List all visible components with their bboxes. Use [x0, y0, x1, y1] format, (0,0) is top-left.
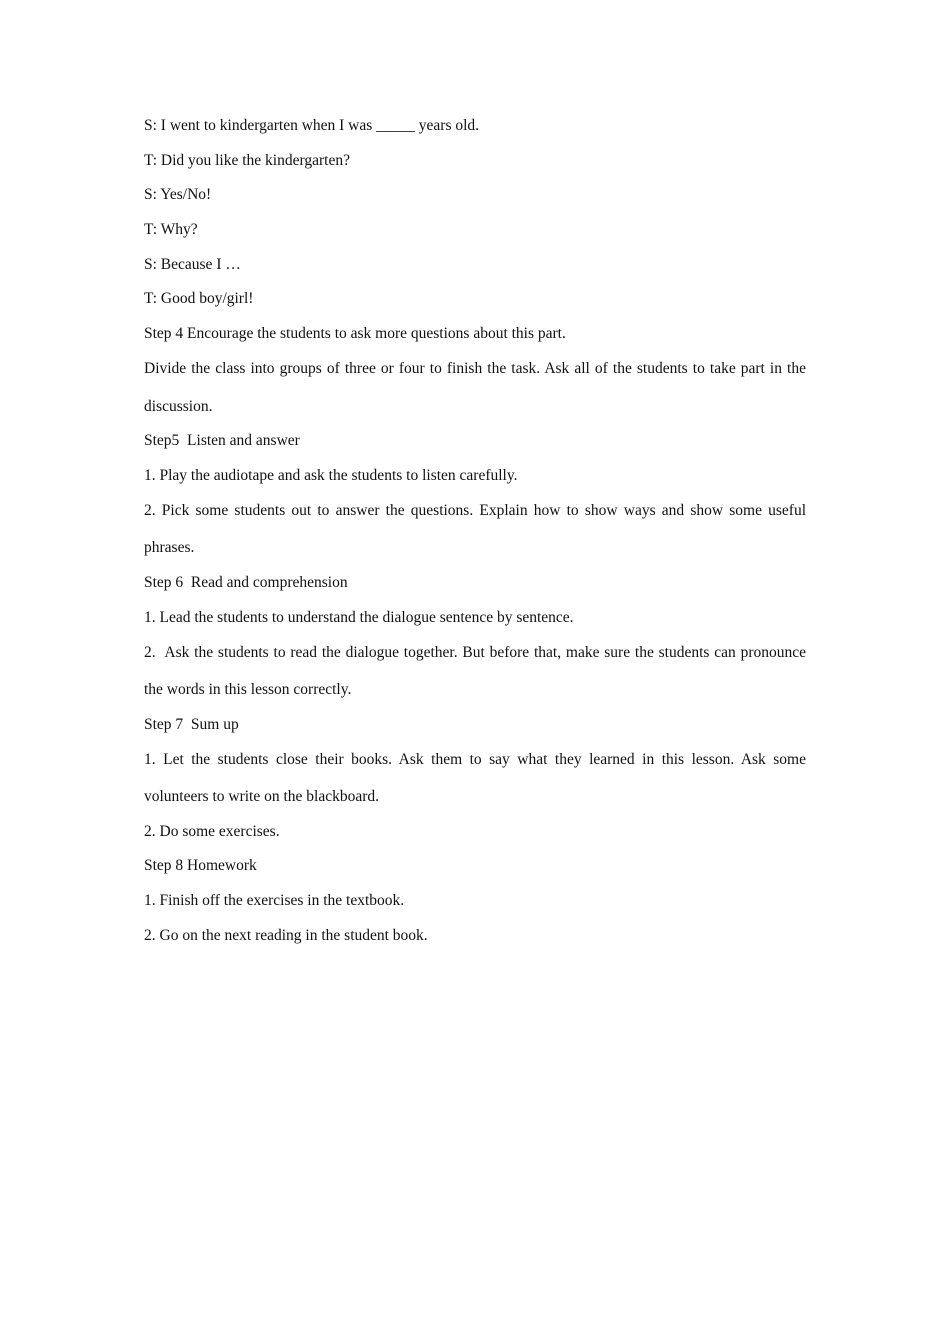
dialogue-line: S: Yes/No!: [144, 186, 212, 204]
step-heading: Step 8 Homework: [144, 857, 257, 875]
list-item: 1. Finish off the exercises in the textbook.: [144, 891, 405, 909]
step-heading: Step 4 Encourage the students to ask more questions about this part.: [144, 325, 566, 343]
list-item: 2. Pick some students out to answer the questions. Explain how to show ways and show some useful phrases.: [144, 501, 810, 557]
paragraph: Divide the class into groups of three or four to finish the task. Ask all of the students to take part in the discussion.: [144, 360, 810, 415]
list-item: 2. Do some exercises.: [144, 822, 280, 840]
list-item: 1. Play the audiotape and ask the students to listen carefully.: [144, 466, 518, 484]
list-item: 1. Let the students close their books. Ask them to say what they learned in this lesson. Ask some volunteers to write on the blackboard.: [144, 750, 810, 805]
step-heading: Step5 Listen and answer: [144, 432, 300, 450]
dialogue-line: T: Why?: [144, 221, 198, 239]
dialogue-line: T: Good boy/girl!: [144, 290, 254, 308]
step-heading: Step 7 Sum up: [144, 715, 239, 733]
dialogue-line: S: Because I …: [144, 255, 241, 273]
step-heading: Step 6 Read and comprehension: [144, 573, 348, 591]
document-body: [144, 114, 810, 958]
list-item: 2. Go on the next reading in the student book.: [144, 926, 428, 944]
dialogue-line: T: Did you like the kindergarten?: [144, 151, 350, 169]
list-item: 2. Ask the students to read the dialogue together. But before that, make sure the students can pronounce the words in this lesson correctly.: [144, 643, 810, 698]
list-item: 1. Lead the students to understand the dialogue sentence by sentence.: [144, 608, 574, 626]
dialogue-line: S: I went to kindergarten when I was _____ years old.: [144, 117, 480, 134]
